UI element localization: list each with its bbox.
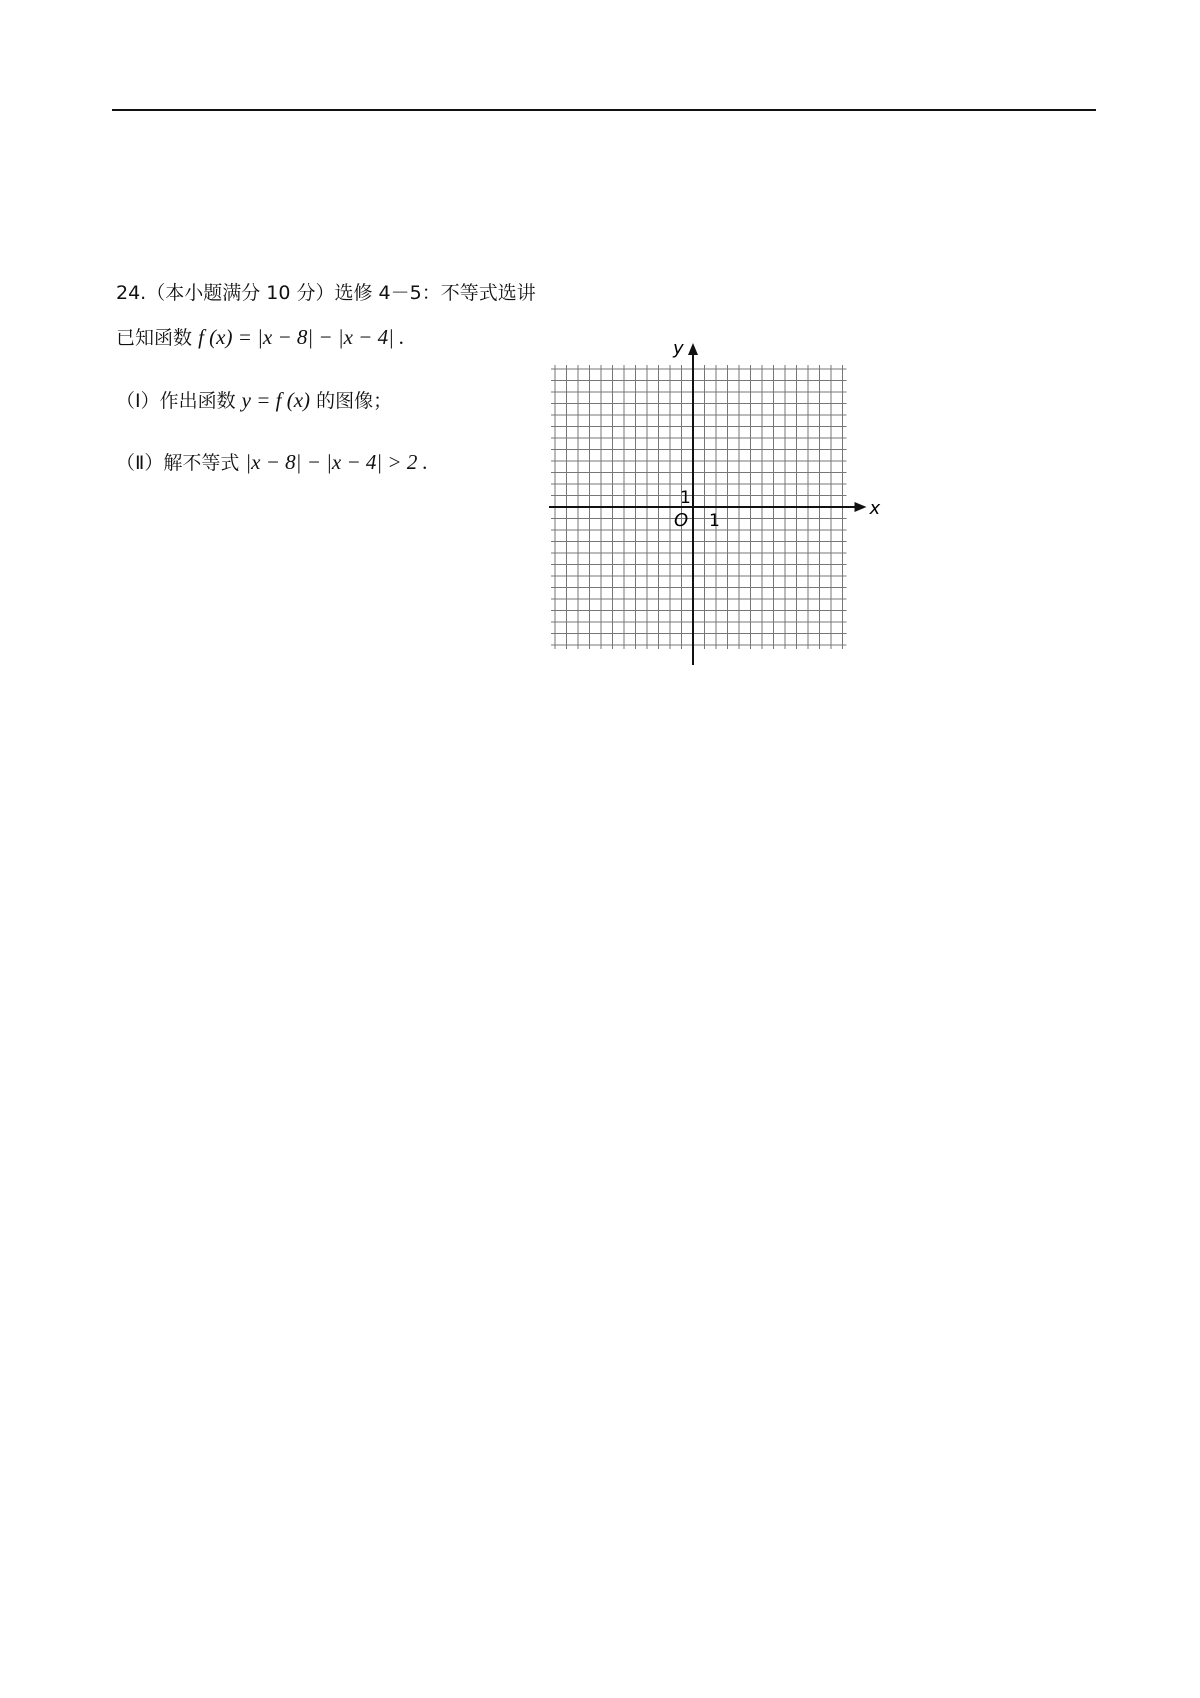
y-axis-arrow — [688, 343, 698, 355]
y-unit-label: 1 — [680, 488, 691, 508]
x-unit-label: 1 — [709, 511, 720, 531]
question-header — [116, 278, 536, 305]
question-given — [116, 323, 404, 350]
x-axis-label: x — [869, 498, 881, 519]
axes — [549, 343, 867, 665]
question-part-2 — [116, 448, 428, 475]
given-prefix: 已知函数 — [116, 327, 193, 349]
header-rule — [112, 109, 1096, 111]
axis-labels — [672, 338, 881, 531]
coordinate-grid — [550, 338, 881, 655]
given-formula: f (x) = |x − 8| − |x − 4| . — [198, 325, 405, 349]
question-part-1 — [116, 386, 392, 413]
origin-label: O — [674, 510, 689, 531]
part1-label: （Ⅰ）作出函数 — [116, 390, 236, 412]
part1-formula: y = f (x) — [241, 388, 311, 412]
part1-suffix: 的图像； — [316, 390, 393, 412]
part2-label: （Ⅱ）解不等式 — [116, 452, 240, 474]
y-axis-label: y — [673, 338, 684, 359]
part2-formula: |x − 8| − |x − 4| > 2 . — [245, 450, 428, 474]
x-axis-arrow — [855, 502, 867, 512]
question-header-text: 24.（本小题满分 10 分）选修 4－5：不等式选讲 — [116, 282, 536, 304]
